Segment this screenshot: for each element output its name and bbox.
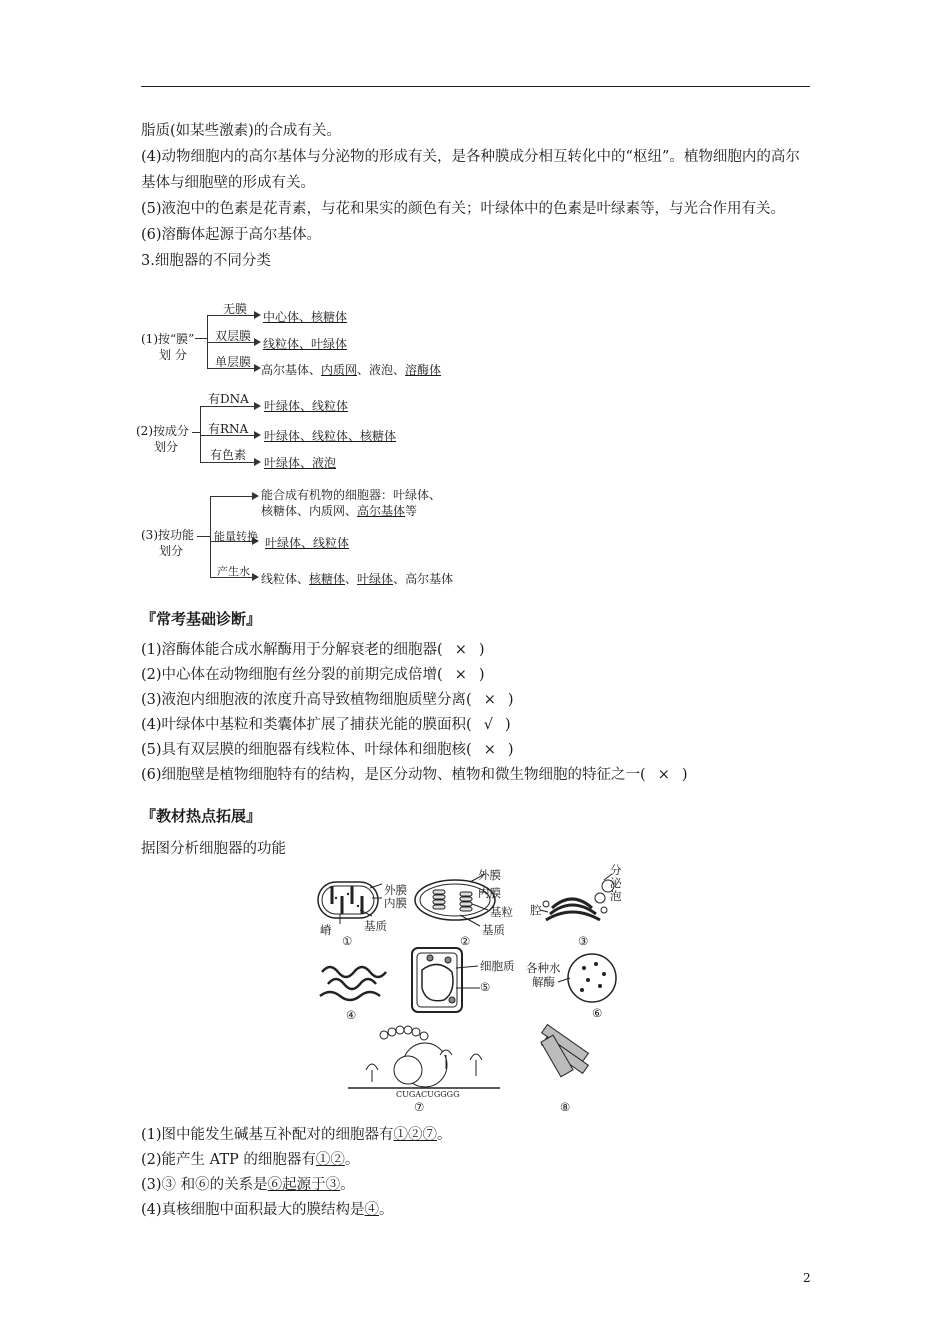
- paragraph: (6)溶酶体起源于高尔基体。: [141, 227, 322, 243]
- figure-intro: 据图分析细胞器的功能: [141, 841, 286, 857]
- branch-label: 单层膜: [215, 355, 252, 369]
- figure-label: 内膜: [478, 886, 501, 900]
- list-item: (4)真核细胞中面积最大的膜结构是④。: [141, 1202, 394, 1218]
- list-item: (3)③ 和⑥的关系是⑥起源于③。: [141, 1177, 355, 1193]
- list-item: (4)叶绿体中基粒和类囊体扩展了捕获光能的膜面积( √ ): [141, 717, 511, 733]
- branch-items: 能合成有机物的细胞器：叶绿体、: [261, 488, 442, 502]
- paragraph: (4)动物细胞内的高尔基体与分泌物的形成有关，是各种膜成分相互转化中的“枢纽”。植物细胞内的高尔基体与细胞壁的形成有关。: [141, 149, 800, 191]
- branch-label: 能量转换: [214, 530, 258, 543]
- page-number: 2: [803, 1271, 811, 1285]
- diagnosis-list: [141, 638, 821, 788]
- plant-cell-drawing: [412, 948, 480, 1012]
- golgi-drawing: [540, 874, 614, 920]
- figure-number: ④: [346, 1008, 357, 1022]
- branch-label: 无膜: [223, 302, 248, 316]
- section-title: 『常考基础诊断』: [141, 610, 262, 628]
- figure-label: 泌: [610, 876, 622, 890]
- branch-label: 双层膜: [215, 329, 252, 343]
- organelle-figure: [300, 860, 650, 1120]
- classification-title: 划 分: [159, 348, 187, 362]
- branch-items: 叶绿体、线粒体: [264, 399, 349, 413]
- centriole-drawing: [541, 1025, 588, 1077]
- branch-items: 叶绿体、液泡: [264, 456, 337, 470]
- classification-title: 划分: [154, 440, 179, 454]
- branch-label: 有RNA: [208, 422, 249, 436]
- component-classification: [136, 390, 436, 475]
- lysosome-drawing: [558, 954, 616, 1002]
- branch-items: 线粒体、叶绿体: [263, 337, 348, 351]
- figure-label: 细胞质: [480, 959, 515, 973]
- branch-label: 有色素: [210, 448, 247, 462]
- figure-label: 泡: [610, 889, 622, 903]
- er-drawing: [320, 967, 386, 1000]
- list-item: (1)溶酶体能合成水解酶用于分解衰老的细胞器( × ): [141, 642, 485, 658]
- branch-label: 产生水: [217, 565, 250, 578]
- figure-label: 基质: [482, 923, 505, 937]
- branch-items: 叶绿体、线粒体、核糖体: [264, 429, 397, 443]
- section-heading: 3.细胞器的不同分类: [141, 253, 271, 269]
- ribosome-drawing: [348, 1026, 500, 1088]
- figure-label: 分: [610, 863, 622, 877]
- section-title: 『教材热点拓展』: [141, 807, 262, 825]
- classification-title: 划分: [159, 544, 184, 558]
- branch-items: 叶绿体、线粒体: [265, 536, 350, 550]
- figure-number: ③: [578, 934, 589, 948]
- figure-label: 基质: [364, 919, 387, 933]
- branch-items: 高尔基体、内质网、液泡、溶酶体: [261, 363, 442, 377]
- branch-items: 中心体、核糖体: [263, 310, 348, 324]
- branch-items: 核糖体、内质网、高尔基体等: [261, 504, 418, 518]
- figure-number: ②: [460, 934, 471, 948]
- figure-number: ⑥: [592, 1006, 603, 1020]
- function-classification: [141, 484, 471, 594]
- figure-label: 外膜: [384, 883, 407, 897]
- branch-items: 线粒体、核糖体、叶绿体、高尔基体: [261, 572, 454, 586]
- figure-label: 解酶: [532, 975, 555, 989]
- paragraph: (5)液泡中的色素是花青素，与花和果实的颜色有关；叶绿体中的色素是叶绿素等，与光合作用有关。: [141, 201, 786, 217]
- list-item: (1)图中能发生碱基互补配对的细胞器有①②⑦。: [141, 1127, 452, 1143]
- header-rule: [141, 86, 810, 87]
- figure-number: ①: [342, 934, 353, 948]
- paragraph: 脂质(如某些激素)的合成有关。: [141, 123, 341, 139]
- figure-label: 腔: [530, 903, 542, 917]
- list-item: (2)中心体在动物细胞有丝分裂的前期完成倍增( × ): [141, 667, 485, 683]
- figure-label: 基粒: [490, 905, 513, 919]
- list-item: (3)液泡内细胞液的浓度升高导致植物细胞质壁分离( × ): [141, 692, 514, 708]
- organelle-illustration: [300, 860, 650, 1120]
- question-list: [141, 1123, 821, 1223]
- figure-label: CUGACUGGGG: [396, 1090, 460, 1099]
- list-item: (6)细胞壁是植物细胞特有的结构，是区分动物、植物和微生物细胞的特征之一( × ): [141, 767, 688, 783]
- figure-number: ⑧: [560, 1100, 571, 1114]
- branch-label: 有DNA: [208, 392, 249, 406]
- figure-label: 外膜: [478, 868, 501, 882]
- figure-number: ⑤: [480, 980, 491, 994]
- classification-title: (1)按“膜”: [141, 332, 195, 346]
- figure-label: 嵴: [320, 923, 332, 937]
- classification-title: (2)按成分: [136, 424, 189, 438]
- figure-label: 内膜: [384, 896, 407, 910]
- classification-title: (3)按功能: [141, 528, 194, 542]
- membrane-classification: [141, 300, 461, 380]
- figure-number: ⑦: [414, 1100, 425, 1114]
- figure-label: 各种水: [526, 961, 561, 975]
- list-item: (2)能产生 ATP 的细胞器有①②。: [141, 1152, 360, 1168]
- text-block: [141, 118, 813, 274]
- list-item: (5)具有双层膜的细胞器有线粒体、叶绿体和细胞核( × ): [141, 742, 514, 758]
